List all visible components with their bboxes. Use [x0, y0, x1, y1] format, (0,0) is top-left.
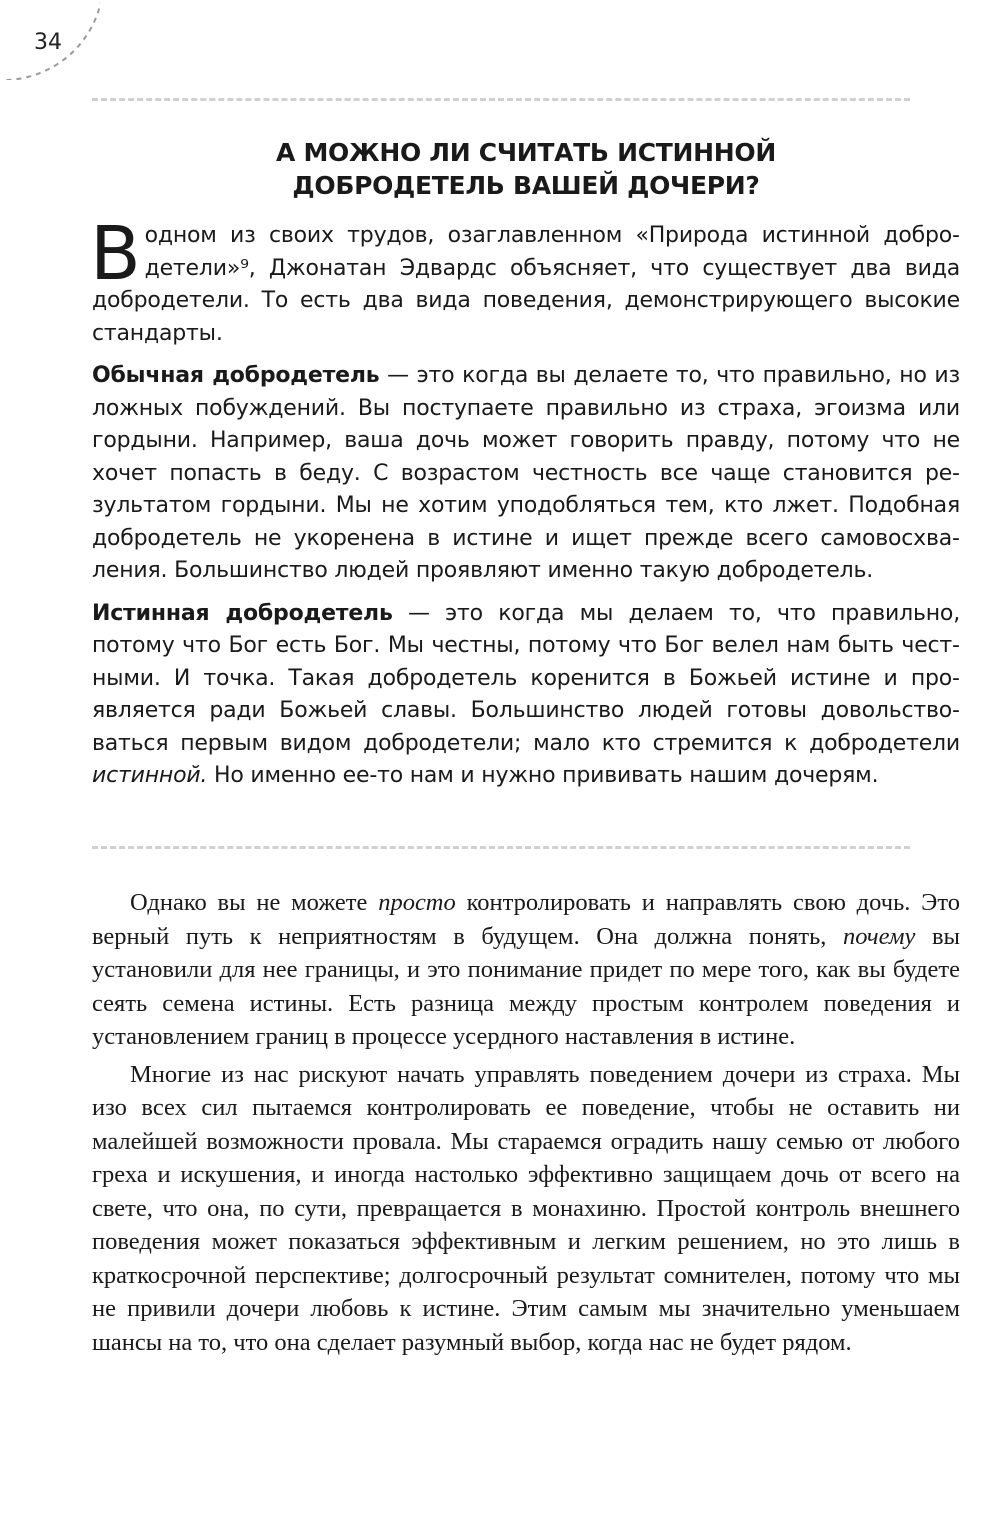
body-p1-emphasis-simply: просто: [378, 889, 456, 916]
main-body: [92, 886, 960, 1363]
body-p1-part-c: вы установили для нее границы, и это понимание придет по мере того, как вы будете сеять семена истины. Есть разница между простым контролем поведения и установлением границ в процессе усердного наставления в истине.: [92, 922, 961, 1050]
drop-cap: В: [90, 211, 141, 297]
true-virtue-text: — это когда мы делаем то, что правильно, потому что Бог есть Бог. Мы честны, потому что Бог велел нам быть честными. И точка. Такая добродетель коренится в Божьей истине и проявляется ради Божьей славы. Большинство людей готовы довольствоваться первым видом добродетели; мало кто стремится к добродетели: [92, 600, 960, 756]
true-virtue-italic: истинной.: [92, 763, 208, 788]
body-p1-part-a: Однако вы не можете: [130, 889, 379, 916]
sidebar-top-divider: [92, 98, 910, 101]
body-paragraph-2: Многие из нас рискуют начать управлять поведением дочери из страха. Мы изо всех сил пытаемся контролировать ее поведение, чтобы не оставить ни малейшей возможности провала. Мы стараемся оградить нашу семью от любого греха и искушения, и иногда настолько эффективно защищаем дочь от всего на свете, что она, по сути, превращается в монахиню. Простой контроль внешнего поведения может показаться эффективным и легким решением, но это лишь в краткосрочной перспективе; долгосрочный результат сомнителен, потому что мы не привили дочери любовь к истине. Этим самым мы значительно уменьшаем шансы на то, что она сделает разумный выбор, когда нас не будет рядом.: [92, 1060, 960, 1356]
page-number: 34: [34, 30, 62, 55]
sidebar-bottom-divider: [92, 846, 910, 849]
sidebar-paragraph-true-virtue: [92, 598, 960, 793]
body-paragraph-1: [92, 886, 960, 1054]
body-p1-emphasis-why: почему: [843, 922, 916, 950]
sidebar-paragraph-intro: [90, 211, 960, 350]
sidebar-box: [92, 136, 960, 803]
sidebar-paragraph-ordinary-virtue: [92, 360, 960, 588]
term-ordinary-virtue: Обычная добродетель: [92, 363, 380, 388]
sidebar-title: [92, 136, 960, 202]
ordinary-virtue-text: — это когда вы делаете то, что правильно, но из ложных побуждений. Вы поступаете правильно из страха, эгоизма или гордыни. Например, ваша дочь может говорить правду, потому что не хочет попасть в беду. С возрастом честность все чаще становится результатом гордыни. Мы не хотим уподобляться тем, кто лжет. Подобная добродетель не укоренена в истине и ищет прежде всего самовосхваления. Большинство людей проявляют именно такую добродетель.: [92, 363, 960, 583]
sidebar-intro-text: одном из своих трудов, озаглавленном «Природа истинной добродетели»⁹, Джонатан Эдвардс объясняет, что существует два вида добродетели. То есть два вида поведения, демонстрирующего высокие стандарты.: [92, 223, 960, 346]
sidebar-title-line-2: ДОБРОДЕТЕЛЬ ВАШЕЙ ДОЧЕРИ?: [292, 171, 760, 200]
body-p1-part-b: контролировать и направлять свою дочь. Это верный путь к неприятностям в будущем. Она должна понять,: [92, 889, 960, 950]
term-true-virtue: Истинная добродетель: [92, 600, 393, 626]
true-virtue-tail: Но именно ее-то нам и нужно прививать нашим дочерям.: [207, 763, 879, 788]
sidebar-title-line-1: А МОЖНО ЛИ СЧИТАТЬ ИСТИННОЙ: [276, 138, 776, 167]
